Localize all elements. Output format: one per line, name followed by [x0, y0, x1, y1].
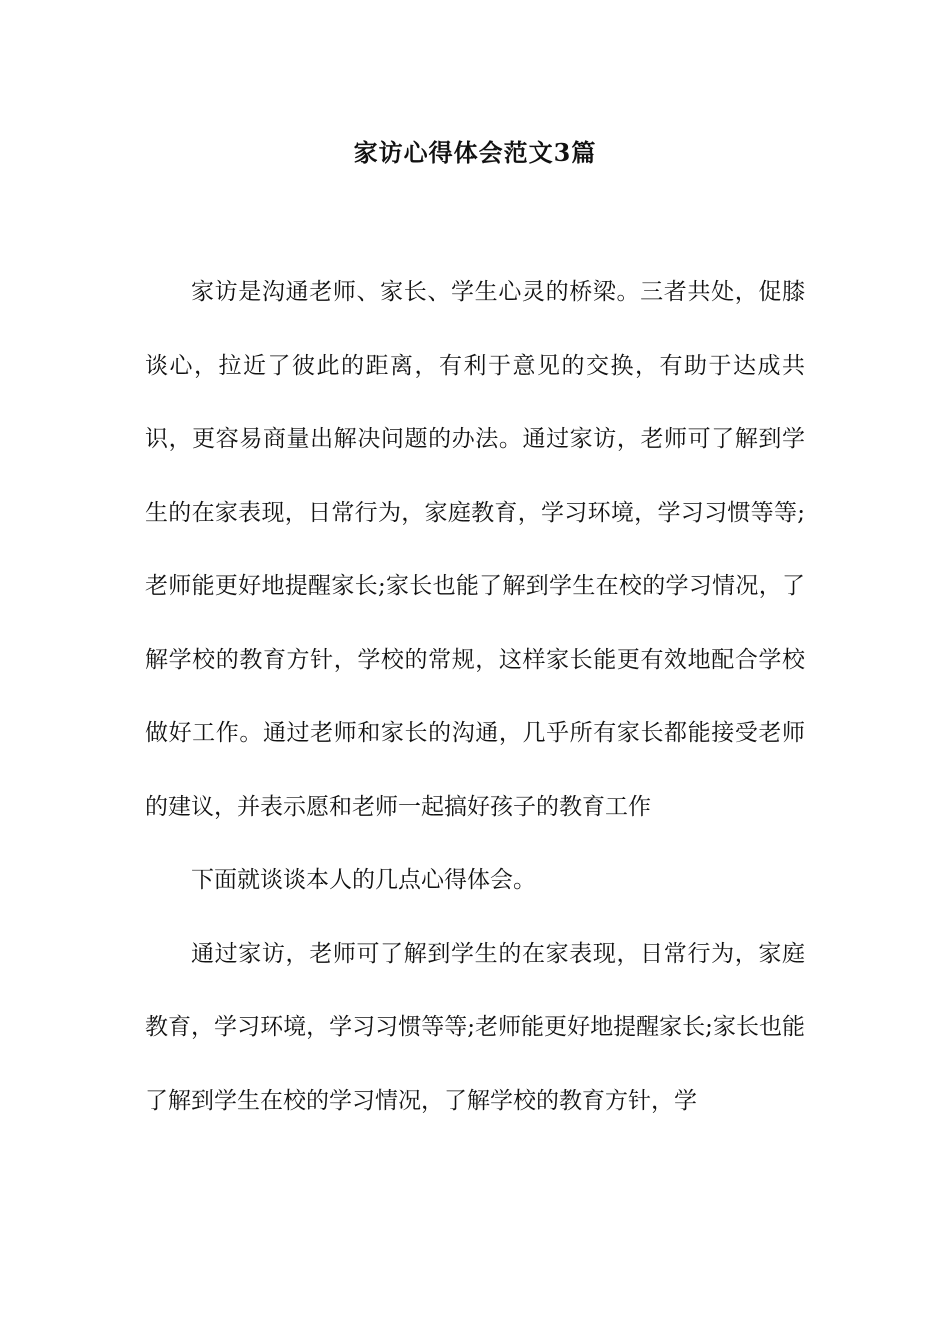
document-body	[145, 256, 805, 1138]
paragraph-intro: 家访是沟通老师、家长、学生心灵的桥梁。三者共处，促膝谈心，拉近了彼此的距离，有利于意见的交换，有助于达成共识，更容易商量出解决问题的办法。通过家访，老师可了解到学生的在家表现，日常行为，家庭教育，学习环境，学习习惯等等;老师能更好地提醒家长;家长也能了解到学生在校的学习情况，了解学校的教育方针，学校的常规，这样家长能更有效地配合学校做好工作。通过老师和家长的沟通，几乎所有家长都能接受老师的建议，并表示愿和老师一起搞好孩子的教育工作	[145, 279, 805, 820]
document-title: 家访心得体会范文3篇	[353, 138, 597, 167]
paragraph-home-visit: 通过家访，老师可了解到学生的在家表现，日常行为，家庭教育，学习环境，学习习惯等等;老师能更好地提醒家长;家长也能了解到学生在校的学习情况，了解学校的教育方针，学	[145, 940, 805, 1114]
paragraph-transition: 下面就谈谈本人的几点心得体会。	[191, 867, 536, 893]
